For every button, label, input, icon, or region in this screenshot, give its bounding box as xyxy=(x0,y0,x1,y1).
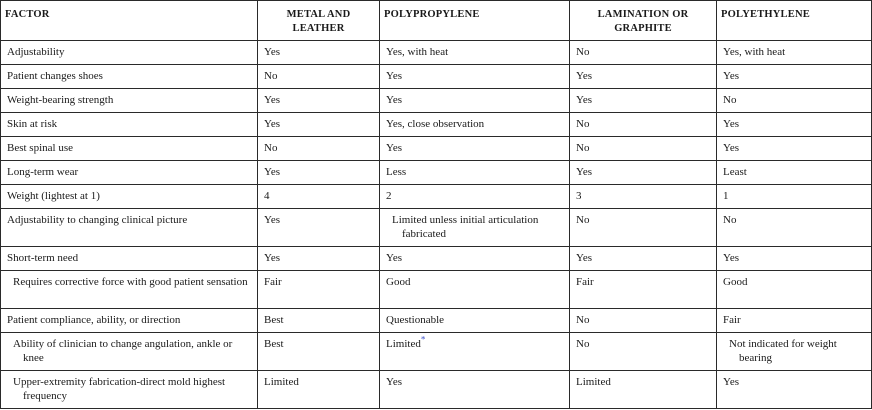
factor-cell: Weight-bearing strength xyxy=(1,89,258,113)
polyethylene-cell: Fair xyxy=(717,309,872,333)
polypropylene-cell: Less xyxy=(380,161,570,185)
factor-cell: Skin at risk xyxy=(1,113,258,137)
column-header-polyethylene: POLYETHYLENE xyxy=(717,1,872,41)
polypropylene-cell: Good xyxy=(380,271,570,309)
polyethylene-cell: Yes xyxy=(717,247,872,271)
factor-cell-text: Requires corrective force with good patient sensation xyxy=(13,276,248,288)
polyethylene-cell: No xyxy=(717,209,872,247)
polypropylene-cell: Yes xyxy=(380,371,570,409)
factor-cell: Patient changes shoes xyxy=(1,65,258,89)
column-header-lamination-graphite: LAMINATION OR GRAPHITE xyxy=(570,1,717,41)
column-header-metal-leather: METAL AND LEATHER xyxy=(258,1,380,41)
table-row xyxy=(1,209,872,247)
factor-cell xyxy=(1,333,258,371)
metal-leather-cell: Fair xyxy=(258,271,380,309)
lamination-cell: 3 xyxy=(570,185,717,209)
metal-leather-cell: No xyxy=(258,137,380,161)
table-row xyxy=(1,271,872,309)
lamination-cell: No xyxy=(570,113,717,137)
factor-cell: Best spinal use xyxy=(1,137,258,161)
table-row xyxy=(1,161,872,185)
polypropylene-cell: 2 xyxy=(380,185,570,209)
lamination-cell: Limited xyxy=(570,371,717,409)
column-header-factor: FACTOR xyxy=(1,1,258,41)
factor-cell xyxy=(1,271,258,309)
factor-cell: Adjustability to changing clinical picture xyxy=(1,209,258,247)
lamination-cell: Yes xyxy=(570,89,717,113)
polyethylene-cell: Yes xyxy=(717,371,872,409)
table-row xyxy=(1,333,872,371)
factor-cell-text: Ability of clinician to change angulation, ankle or knee xyxy=(13,338,233,364)
lamination-cell: Yes xyxy=(570,161,717,185)
polypropylene-cell: Yes, with heat xyxy=(380,41,570,65)
metal-leather-cell: 4 xyxy=(258,185,380,209)
factor-cell xyxy=(1,371,258,409)
metal-leather-cell: Limited xyxy=(258,371,380,409)
polypropylene-cell: Yes xyxy=(380,65,570,89)
polyethylene-cell: Yes xyxy=(717,137,872,161)
lamination-cell: Yes xyxy=(570,247,717,271)
table-row xyxy=(1,137,872,161)
column-header-polypropylene: POLYPROPYLENE xyxy=(380,1,570,41)
polypropylene-cell: Yes xyxy=(380,137,570,161)
metal-leather-cell: Yes xyxy=(258,41,380,65)
factor-cell: Patient compliance, ability, or direction xyxy=(1,309,258,333)
lamination-cell: No xyxy=(570,41,717,65)
polypropylene-cell: Yes, close observation xyxy=(380,113,570,137)
lamination-cell: No xyxy=(570,137,717,161)
polyethylene-cell: No xyxy=(717,89,872,113)
factor-cell: Weight (lightest at 1) xyxy=(1,185,258,209)
table-row xyxy=(1,371,872,409)
metal-leather-cell: Yes xyxy=(258,89,380,113)
polypropylene-cell: Yes xyxy=(380,247,570,271)
factor-cell: Short-term need xyxy=(1,247,258,271)
metal-leather-cell: Yes xyxy=(258,209,380,247)
polypropylene-cell: Questionable xyxy=(380,309,570,333)
table-row xyxy=(1,185,872,209)
polypropylene-cell-text: Limited unless initial articulation fabricated xyxy=(392,214,539,240)
polyethylene-cell: Least xyxy=(717,161,872,185)
footnote-link[interactable]: * xyxy=(420,334,426,345)
lamination-cell: Yes xyxy=(570,65,717,89)
polyethylene-cell: Good xyxy=(717,271,872,309)
polypropylene-cell-text: Limited xyxy=(386,338,421,350)
table-row xyxy=(1,89,872,113)
polyethylene-cell: Yes xyxy=(717,113,872,137)
table-row xyxy=(1,113,872,137)
metal-leather-cell: Best xyxy=(258,333,380,371)
table-row xyxy=(1,65,872,89)
factor-cell-text: Upper-extremity fabrication-direct mold highest frequency xyxy=(13,376,226,402)
polyethylene-cell: 1 xyxy=(717,185,872,209)
header-row xyxy=(1,1,872,41)
lamination-cell: Fair xyxy=(570,271,717,309)
polyethylene-cell: Yes, with heat xyxy=(717,41,872,65)
factor-cell: Long-term wear xyxy=(1,161,258,185)
metal-leather-cell: Yes xyxy=(258,161,380,185)
polypropylene-cell xyxy=(380,209,570,247)
metal-leather-cell: No xyxy=(258,65,380,89)
metal-leather-cell: Yes xyxy=(258,247,380,271)
table-row xyxy=(1,247,872,271)
factor-cell: Adjustability xyxy=(1,41,258,65)
table-row xyxy=(1,41,872,65)
polyethylene-cell-text: Not indicated for weight bearing xyxy=(729,338,837,364)
polyethylene-cell xyxy=(717,333,872,371)
metal-leather-cell: Yes xyxy=(258,113,380,137)
polypropylene-cell xyxy=(380,333,570,371)
lamination-cell: No xyxy=(570,209,717,247)
polyethylene-cell: Yes xyxy=(717,65,872,89)
lamination-cell: No xyxy=(570,333,717,371)
table-row xyxy=(1,309,872,333)
lamination-cell: No xyxy=(570,309,717,333)
polypropylene-cell: Yes xyxy=(380,89,570,113)
metal-leather-cell: Best xyxy=(258,309,380,333)
